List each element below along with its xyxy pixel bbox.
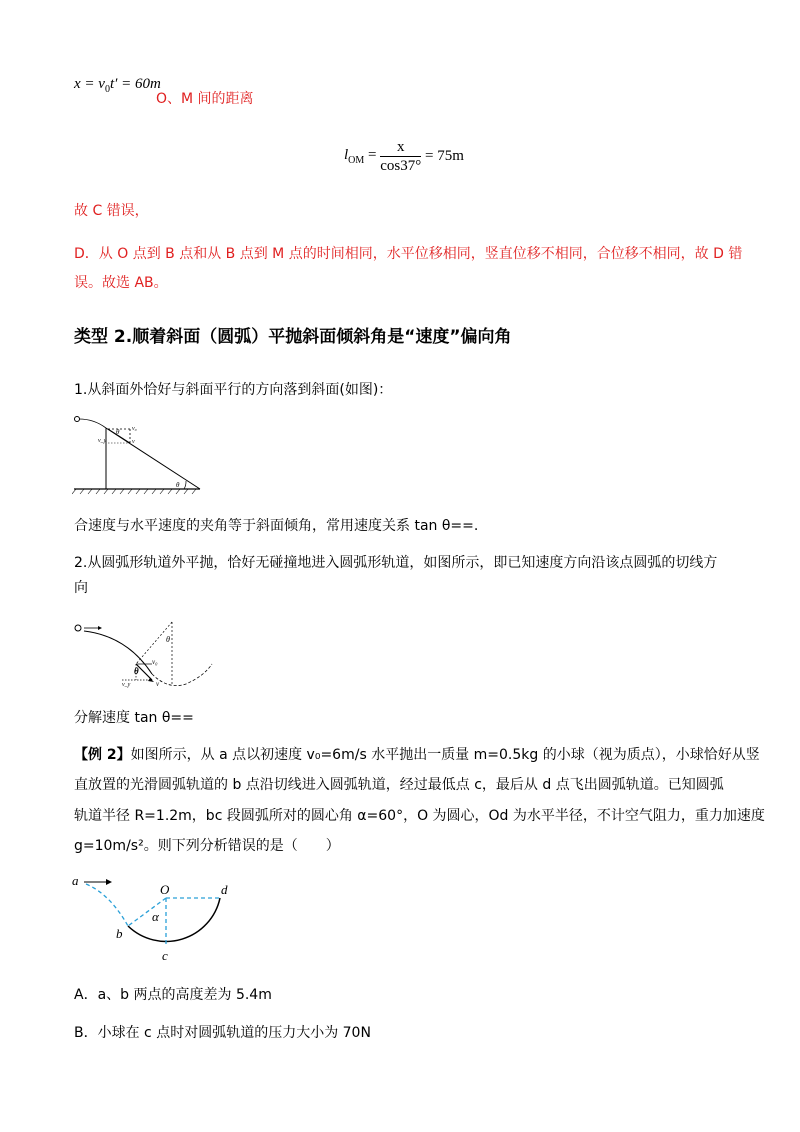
fig1-theta-bottom: θ bbox=[176, 481, 180, 489]
arc-track-figure bbox=[72, 618, 220, 690]
item2-line2: 向 bbox=[74, 580, 88, 596]
fig2-theta-mid: θ bbox=[134, 666, 139, 676]
c-wrong-line: 故 C 错误， bbox=[74, 203, 149, 219]
fig3-label-O: O bbox=[160, 882, 170, 897]
arc-example-figure bbox=[68, 868, 238, 962]
fig3-label-c: c bbox=[162, 948, 168, 962]
item2-line1: 2.从圆弧形轨道外平抛，恰好无碰撞地进入圆弧形轨道，如图所示，即已知速度方向沿该点圆弧的切线方 bbox=[74, 555, 718, 571]
fig3-label-a: a bbox=[72, 873, 79, 888]
option-b: B．小球在 c 点时对圆弧轨道的压力大小为 70N bbox=[74, 1025, 371, 1041]
fig2-vy-label: v_y bbox=[122, 682, 131, 688]
item1-relation: 合速度与水平速度的夹角等于斜面倾角，常用速度关系 tan θ==. bbox=[74, 518, 479, 534]
fig2-v-label: v bbox=[156, 680, 160, 688]
item1-text: 1.从斜面外恰好与斜面平行的方向落到斜面(如图)： bbox=[74, 382, 393, 398]
example-line1: 【例 2】如图所示，从 a 点以初速度 v₀=6m/s 水平抛出一质量 m=0.5kg 的小球（视为质点），小球恰好从竖 bbox=[74, 747, 760, 763]
option-d-line1: D．从 O 点到 B 点和从 B 点到 M 点的时间相同，水平位移相同，竖直位移不相同，合位移不相同，故 D 错 bbox=[74, 246, 743, 262]
fig1-theta-top: θ bbox=[116, 428, 120, 436]
fig1-v0-label: v₀ bbox=[132, 426, 137, 432]
example-line4: g=10m/s²。则下列分析错误的是（ ） bbox=[74, 838, 340, 854]
option-a: A．a、b 两点的高度差为 5.4m bbox=[74, 987, 272, 1003]
section-heading: 类型 2.顺着斜面（圆弧）平抛斜面倾斜角是“速度”偏向角 bbox=[74, 327, 512, 347]
fig2-v0-label: v₀ bbox=[152, 658, 158, 666]
option-d-line2: 误。故选 AB。 bbox=[74, 275, 168, 291]
fig3-label-d: d bbox=[221, 882, 228, 897]
fig3-label-alpha: α bbox=[152, 909, 159, 924]
incline-figure bbox=[72, 412, 204, 496]
om-distance-caption: O、M 间的距离 bbox=[156, 91, 254, 107]
example-line3: 轨道半径 R=1.2m，bc 段圆弧所对的圆心角 α=60°，O 为圆心，Od 为水平半径，不计空气阻力，重力加速度 bbox=[74, 808, 765, 824]
fraction: $\frac{x}{\cos 37^\circ}$ bbox=[380, 139, 422, 174]
fig1-vy-label: v_y bbox=[98, 438, 107, 444]
fig2-theta-top: θ bbox=[166, 635, 170, 644]
item2-relation: 分解速度 tan θ== bbox=[74, 710, 194, 726]
fig1-v-label: v bbox=[132, 439, 135, 445]
example-line2: 直放置的光滑圆弧轨道的 b 点沿切线进入圆弧轨道，经过最低点 c，最后从 d 点飞出圆弧轨道。已知圆弧 bbox=[74, 777, 724, 793]
fig3-label-b: b bbox=[116, 926, 123, 941]
example-tag: 【例 2】 bbox=[74, 747, 131, 763]
formula-lom: $l_{OM}$ = $\frac{x}{\cos 37^\circ}$ = 75m bbox=[344, 139, 464, 174]
formula-x-v0t: $x = v_0t' = 60m$ bbox=[74, 76, 161, 95]
